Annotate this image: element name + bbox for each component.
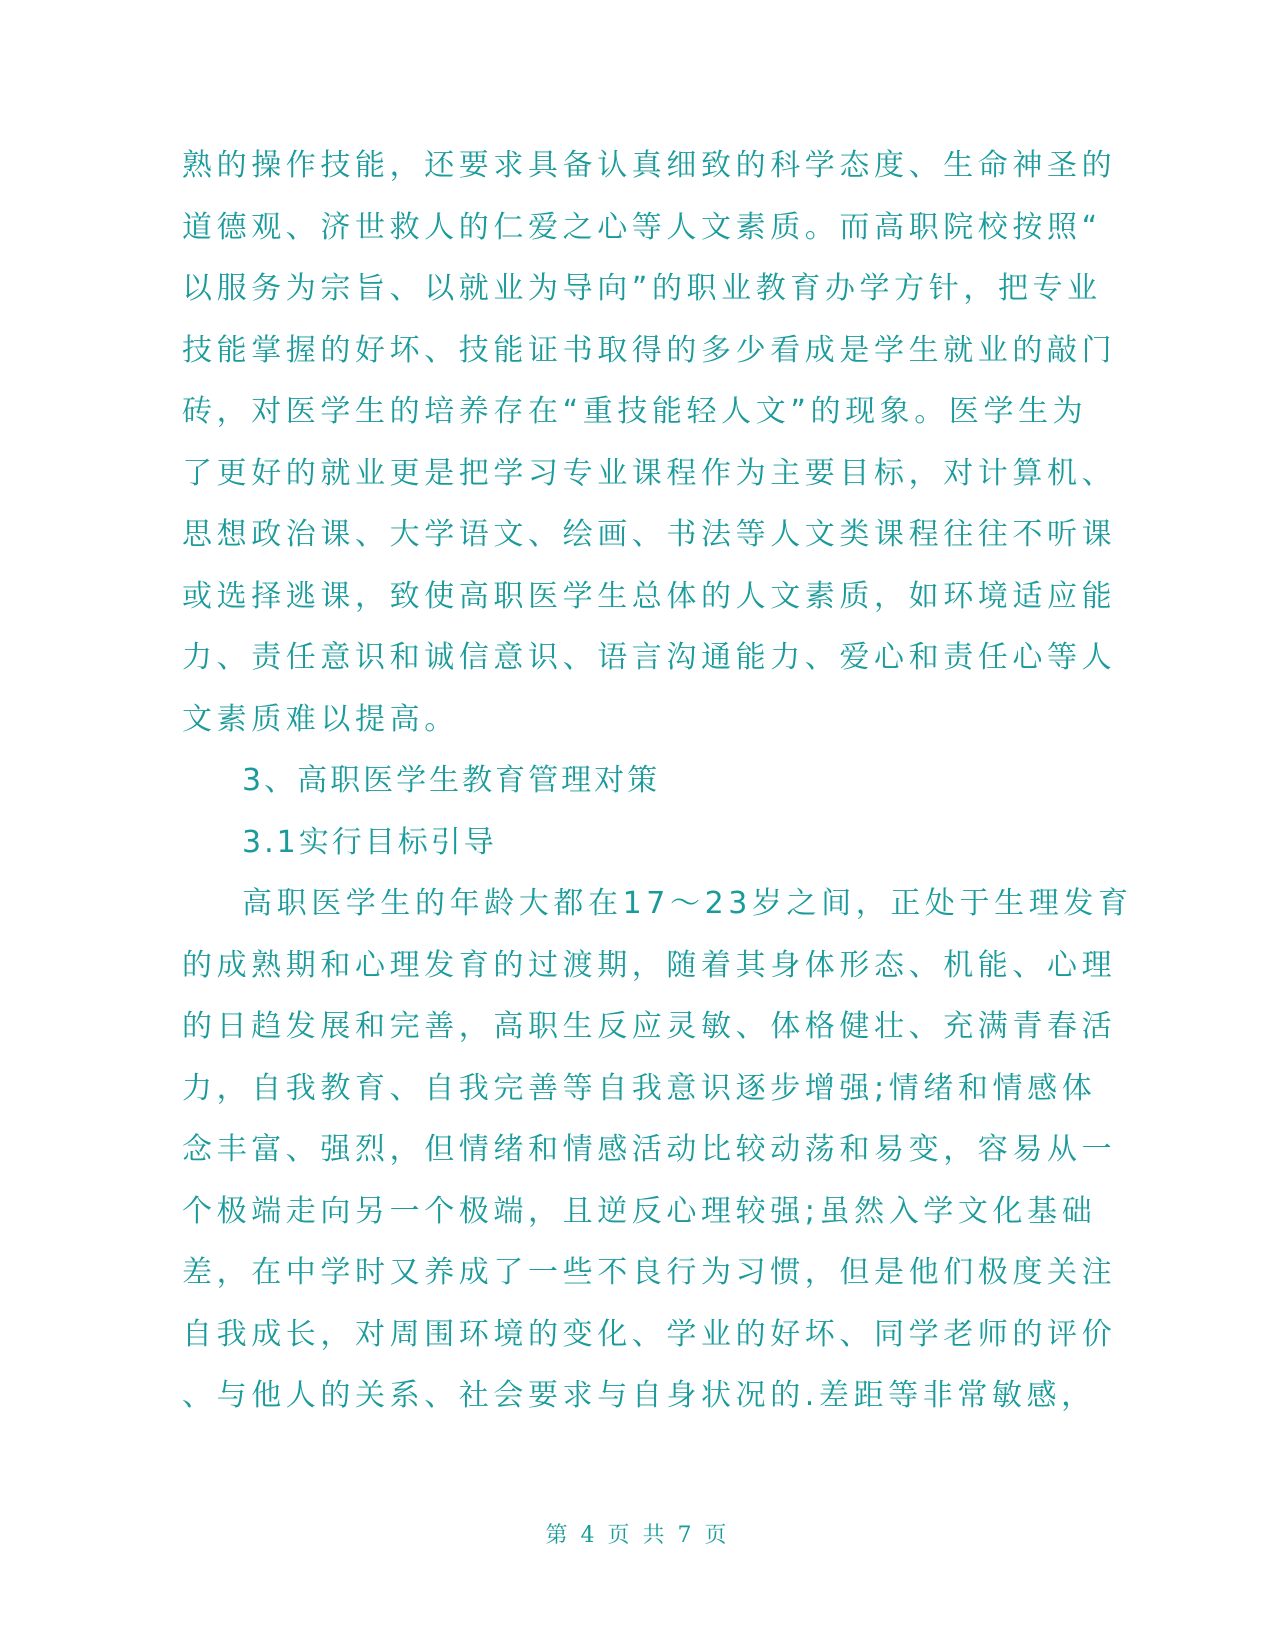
paragraph-line: 力、责任意识和诚信意识、语言沟通能力、爱心和责任心等人 bbox=[182, 640, 1117, 675]
paragraph-line: 文素质难以提高。 bbox=[182, 701, 459, 737]
paragraph-line: 熟的操作技能，还要求具备认真细致的科学态度、生命神圣的 bbox=[182, 148, 1117, 183]
paragraph-line: 自我成长，对周围环境的变化、学业的好坏、同学老师的评价 bbox=[182, 1316, 1117, 1352]
paragraph-line: 、与他人的关系、社会要求与自身状况的.差距等非常敏感， bbox=[182, 1378, 1096, 1413]
page-number-footer: 第 4 页 共 7 页 bbox=[545, 1523, 730, 1548]
paragraph-line: 差，在中学时又养成了一些不良行为习惯，但是他们极度关注 bbox=[182, 1255, 1117, 1290]
document-body bbox=[182, 135, 1133, 1427]
subsection-heading: 3.1实行目标引导 bbox=[242, 824, 497, 860]
paragraph-line: 了更好的就业更是把学习专业课程作为主要目标，对计算机、 bbox=[182, 455, 1117, 491]
paragraph-line: 砖，对医学生的培养存在“重技能轻人文”的现象。医学生为 bbox=[182, 394, 1088, 429]
paragraph-line: 或选择逃课，致使高职医学生总体的人文素质，如环境适应能 bbox=[182, 578, 1117, 614]
paragraph-line: 的日趋发展和完善，高职生反应灵敏、体格健壮、充满青春活 bbox=[182, 1009, 1117, 1044]
paragraph-line: 力，自我教育、自我完善等自我意识逐步增强;情绪和情感体 bbox=[182, 1070, 1097, 1106]
paragraph-line: 技能掌握的好坏、技能证书取得的多少看成是学生就业的敲门 bbox=[182, 332, 1117, 368]
paragraph-line: 高职医学生的年龄大都在17～23岁之间，正处于生理发育 bbox=[242, 886, 1133, 921]
paragraph-line: 以服务为宗旨、以就业为导向”的职业教育办学方针，把专业 bbox=[182, 271, 1102, 306]
paragraph-line: 个极端走向另一个极端，且逆反心理较强;虽然入学文化基础 bbox=[182, 1193, 1097, 1229]
paragraph-line: 念丰富、强烈，但情绪和情感活动比较动荡和易变，容易从一 bbox=[182, 1132, 1117, 1167]
paragraph-line: 道德观、济世救人的仁爱之心等人文素质。而高职院校按照“ bbox=[182, 209, 1102, 245]
paragraph-line: 思想政治课、大学语文、绘画、书法等人文类课程往往不听课 bbox=[182, 517, 1117, 552]
section-heading: 3、高职医学生教育管理对策 bbox=[242, 763, 661, 798]
paragraph-line: 的成熟期和心理发育的过渡期，随着其身体形态、机能、心理 bbox=[182, 947, 1117, 983]
